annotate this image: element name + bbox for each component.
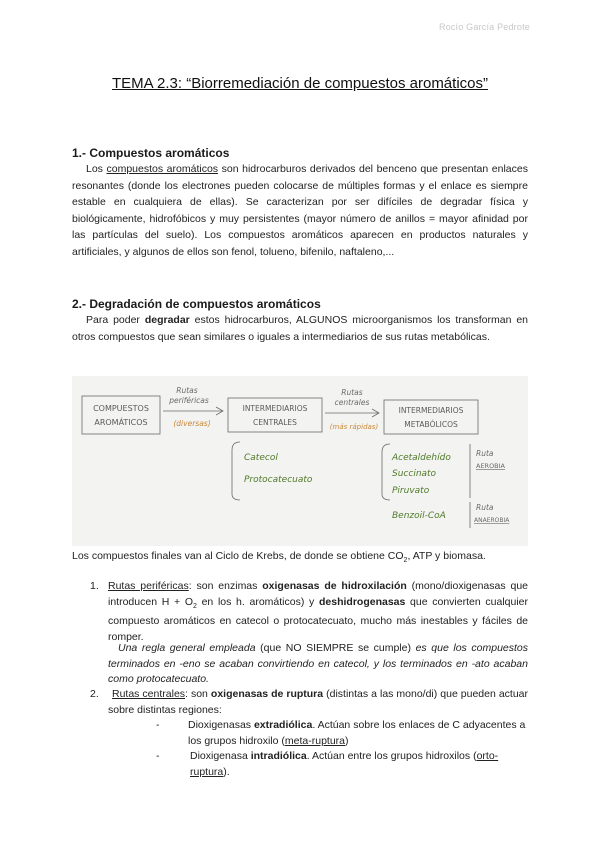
section1-p-indent: Los (86, 163, 107, 175)
box-compuestos-aromaticos (82, 396, 160, 434)
item1-t2: (mono/dioxigenasas que introducen H + O (108, 580, 528, 608)
item1-label: Rutas periféricas (108, 580, 189, 592)
metabolic-bracket (382, 444, 390, 500)
section2-heading: 2.- Degradación de compuestos aromáticos (72, 297, 321, 311)
sub1-t: Dioxigenasas (188, 719, 254, 731)
section2-p-bold: degradar (144, 314, 190, 326)
metabolic-item-3: Piruvato (392, 486, 430, 496)
sub2-u: orto-ruptura (190, 750, 499, 778)
item1-note-i1: Una regla general empleada (118, 642, 256, 654)
item1-note-t: (que NO SIEMPRE se cumple) (255, 642, 416, 654)
item2-t2: (distintas a las mono/di) que pueden actuar sobre distintas regiones: (108, 688, 529, 716)
box3-line1: INTERMEDIARIOS (398, 406, 464, 415)
arrow1-label-top2: periféricas (169, 396, 209, 405)
section1-paragraph (72, 161, 528, 260)
sub1-dash: - (156, 719, 160, 731)
box2-line2: CENTRALES (253, 418, 297, 427)
arrow2-label-bottom: (más rápidas) (329, 423, 379, 431)
section2-paragraph (72, 312, 528, 345)
route-anaerobic-2: ANAEROBIA (474, 517, 510, 524)
item1-num: 1. (90, 580, 99, 592)
central-item-1: Catecol (244, 453, 278, 463)
box2-line1: INTERMEDIARIOS (242, 404, 308, 413)
item1-sub: 2 (192, 602, 197, 610)
central-item-2: Protocatecuato (244, 475, 313, 485)
central-bracket (232, 442, 240, 500)
item2-t1: : son (185, 688, 211, 700)
sub2-text (190, 749, 530, 780)
section2-p-rest: estos hidrocarburos, ALGUNOS microorganismos los transforman en otros compuestos que sean similares o iguales a intermediarios de sus rutas metabólicas. (72, 314, 528, 343)
arrow1-label-top1: Rutas (176, 386, 198, 395)
sub2-t: Dioxigenasa (190, 750, 251, 762)
sub2-rest: . Actúan entre los grupos hidroxilos ( (306, 750, 477, 762)
page-title: TEMA 2.3: “Biorremediación de compuestos aromáticos” (112, 75, 488, 92)
section1-p-link: compuestos aromáticos (106, 163, 219, 175)
arrow2-label-top1: Rutas (341, 388, 363, 397)
section1-p-rest: son hidrocarburos derivados del benceno que presentan enlaces resonantes (donde los electrones pueden colocarse de múltiples formas y el enlace es siempre estable en cualquiera de ellas). Se caracterizan por ser difíciles de degradar física y biológicamente, hidrofóbicos y muy persistentes (mayor número de anillos = mayor afinidad por las partículas del suelo). Los compuestos aromáticos aparecen en productos naturales y artificiales, y algunos de ellos son fenol, tolueno, bifenilo, naftaleno,... (72, 163, 528, 258)
krebs-text: Los compuestos finales van al Ciclo de Krebs, de donde se obtiene CO (72, 550, 404, 562)
box3-line2: METABÓLICOS (404, 420, 458, 429)
krebs-text-end: , ATP y biomasa. (407, 550, 486, 562)
arrow2-label-top2: centrales (334, 398, 370, 407)
item2-b1: oxigenasas de ruptura (210, 688, 324, 700)
author-header: Rocío García Pedrote (438, 22, 530, 32)
sub1-text (188, 718, 528, 749)
box1-line1: COMPUESTOS (93, 404, 149, 413)
arrow1-label-bottom: (diversas) (173, 419, 211, 428)
sub2-dash: - (156, 750, 160, 762)
item1-b2: deshidrogenasas (318, 595, 406, 608)
krebs-sub: 2 (403, 557, 408, 565)
list-item (72, 579, 528, 699)
section2-p-start: Para poder (86, 314, 145, 326)
item1-b1: oxigenasas de hidroxilación (262, 580, 407, 592)
route-aerobic-1: Ruta (476, 449, 494, 458)
item1-t3: en los h. aromáticos) y (196, 595, 319, 608)
section1-heading: 1.- Compuestos aromáticos (72, 146, 230, 160)
sub1-u: meta-ruptura (284, 734, 345, 747)
item1-text (108, 579, 528, 645)
item1-t1: : son enzimas (188, 580, 263, 592)
sub2-end: ). (223, 765, 230, 778)
item2-num: 2. (90, 688, 99, 700)
metabolic-item-2: Succinato (392, 469, 437, 479)
krebs-paragraph (72, 548, 528, 570)
metabolic-item-4: Benzoil-CoA (392, 511, 446, 521)
item2-text (108, 687, 528, 718)
route-aerobic-2: AEROBIA (476, 462, 506, 470)
handwritten-diagram (72, 376, 528, 546)
sub1-rest: . Actúan sobre los enlaces de C adyacentes a los grupos hidroxilo ( (188, 719, 526, 747)
item1-note (108, 641, 528, 688)
item2-label: Rutas centrales (112, 688, 186, 700)
sub2-b: intradiólica (250, 750, 307, 762)
route-anaerobic-1: Ruta (476, 503, 494, 512)
sub1-b: extradiólica (253, 719, 313, 731)
routes-list (72, 579, 529, 778)
item1-note-i2: es que los compuestos terminados en -eno se acaban convirtiendo en catecol, y los terminados en -ato acaban como protocatecuato. (108, 642, 528, 685)
sub1-end: ) (345, 734, 349, 747)
list-item (72, 687, 529, 778)
item1-t4: que convierten cualquier compuesto aromáticos en catecol o protocatecuato, mucho más inestables y fáciles de romper. (108, 595, 528, 643)
box1-line2: AROMÁTICOS (94, 418, 148, 427)
metabolic-item-1: Acetaldehído (392, 453, 451, 463)
